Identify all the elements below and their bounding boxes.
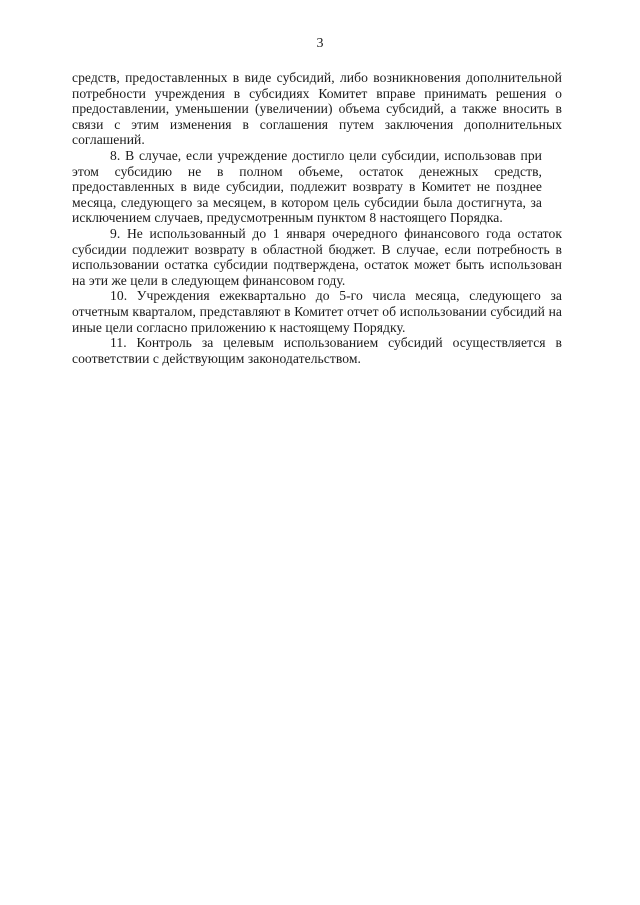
paragraph-item-9: 9. Не использованный до 1 января очередного финансового года остаток субсидии подлежит возврату в областной бюджет. В случае, если потребность в использовании остатка субсидии подтверждена, остаток может быть использован на эти же цели в следующем финансовом году. [72, 225, 562, 288]
page-number: 3 [316, 36, 324, 51]
paragraph-item-8: 8. В случае, если учреждение достигло цели субсидии, использовав при этом субсидию не в полном объеме, остаток денежных средств, предоставленных в виде субсидии, подлежит возврату в Комитет не позднее месяца, следующего за месяцем, в котором цель субсидии была достигнута, за исключением случаев, предусмотренным пунктом 8 настоящего Порядка. [72, 147, 542, 226]
paragraph-item-10: 10. Учреждения ежеквартально до 5-го числа месяца, следующего за отчетным кварталом, представляют в Комитет отчет об использовании субсидий на иные цели согласно приложению к настоящему Порядку. [72, 288, 562, 335]
paragraph-continuation: средств, предоставленных в виде субсидий, либо возникновения дополнительной потребности учреждения в субсидиях Комитет вправе принимать решения о предоставлении, уменьшении (увеличении) объема субсидий, а также вносить в связи с этим изменения в соглашения путем заключения дополнительных соглашений. [72, 70, 562, 148]
document-body [72, 70, 562, 366]
paragraph-item-11: 11. Контроль за целевым использованием субсидий осуществляется в соответствии с действующим законодательством. [72, 335, 562, 366]
